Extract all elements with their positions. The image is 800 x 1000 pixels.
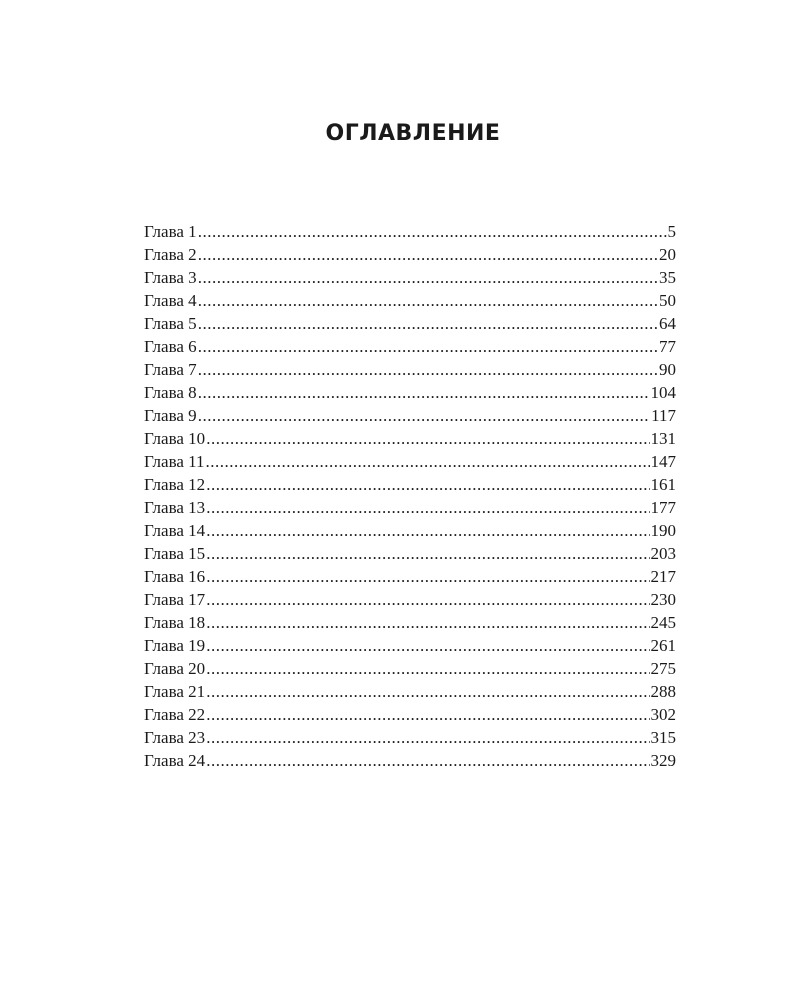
toc-entry xyxy=(144,291,676,314)
toc-entry xyxy=(144,452,676,475)
toc-page-number: 288 xyxy=(650,682,676,701)
toc-entry xyxy=(144,222,676,245)
toc-chapter-label: Глава 17 xyxy=(144,590,206,609)
toc-page-number: 50 xyxy=(659,291,676,310)
dot-leader xyxy=(198,383,650,403)
toc-chapter-label: Глава 12 xyxy=(144,475,206,494)
toc-entry xyxy=(144,360,676,383)
toc-entry xyxy=(144,245,676,268)
toc-page-number: 230 xyxy=(650,590,676,609)
toc-page-number: 261 xyxy=(650,636,676,655)
toc-page-number: 131 xyxy=(650,429,676,448)
toc-page-number: 217 xyxy=(650,567,676,586)
table-of-contents xyxy=(144,222,676,774)
toc-page-number: 275 xyxy=(650,659,676,678)
toc-entry xyxy=(144,682,676,705)
toc-chapter-label: Глава 24 xyxy=(144,751,206,770)
toc-entry xyxy=(144,475,676,498)
toc-chapter-label: Глава 16 xyxy=(144,567,206,586)
dot-leader xyxy=(206,498,649,518)
toc-page-number: 90 xyxy=(659,360,676,379)
toc-entry xyxy=(144,590,676,613)
toc-page-number: 161 xyxy=(650,475,676,494)
dot-leader xyxy=(198,406,650,426)
toc-chapter-label: Глава 3 xyxy=(144,268,197,287)
dot-leader xyxy=(206,636,649,656)
dot-leader xyxy=(198,314,658,334)
dot-leader xyxy=(198,337,658,357)
dot-leader xyxy=(206,429,649,449)
toc-chapter-label: Глава 20 xyxy=(144,659,206,678)
dot-leader xyxy=(206,705,649,725)
toc-entry xyxy=(144,728,676,751)
toc-entry xyxy=(144,498,676,521)
toc-page-number: 177 xyxy=(650,498,676,517)
dot-leader xyxy=(206,613,649,633)
toc-page-number: 5 xyxy=(667,222,676,241)
toc-chapter-label: Глава 14 xyxy=(144,521,206,540)
toc-chapter-label: Глава 6 xyxy=(144,337,197,356)
toc-page-number: 104 xyxy=(650,383,676,402)
toc-entry xyxy=(144,406,676,429)
toc-chapter-label: Глава 15 xyxy=(144,544,206,563)
toc-entry xyxy=(144,544,676,567)
toc-chapter-label: Глава 11 xyxy=(144,452,205,471)
toc-entry xyxy=(144,268,676,291)
toc-page-number: 20 xyxy=(659,245,676,264)
dot-leader xyxy=(198,245,658,265)
toc-page-number: 315 xyxy=(650,728,676,747)
dot-leader xyxy=(206,521,649,541)
toc-chapter-label: Глава 18 xyxy=(144,613,206,632)
toc-page-number: 147 xyxy=(650,452,676,471)
dot-leader xyxy=(206,590,649,610)
toc-entry xyxy=(144,429,676,452)
toc-page-number: 35 xyxy=(659,268,676,287)
dot-leader xyxy=(206,452,650,472)
toc-chapter-label: Глава 19 xyxy=(144,636,206,655)
toc-entry xyxy=(144,337,676,360)
toc-entry xyxy=(144,567,676,590)
toc-chapter-label: Глава 13 xyxy=(144,498,206,517)
toc-page-number: 329 xyxy=(650,751,676,770)
dot-leader xyxy=(198,291,658,311)
toc-entry xyxy=(144,383,676,406)
toc-chapter-label: Глава 5 xyxy=(144,314,197,333)
dot-leader xyxy=(206,751,649,771)
toc-chapter-label: Глава 21 xyxy=(144,682,206,701)
toc-entry xyxy=(144,314,676,337)
toc-page-number: 203 xyxy=(650,544,676,563)
toc-chapter-label: Глава 4 xyxy=(144,291,197,310)
toc-page-number: 190 xyxy=(650,521,676,540)
toc-entry xyxy=(144,705,676,728)
toc-chapter-label: Глава 23 xyxy=(144,728,206,747)
dot-leader xyxy=(198,360,658,380)
toc-entry xyxy=(144,613,676,636)
toc-page-number: 302 xyxy=(650,705,676,724)
dot-leader xyxy=(206,544,649,564)
toc-page-number: 77 xyxy=(659,337,676,356)
toc-chapter-label: Глава 1 xyxy=(144,222,197,241)
toc-page-number: 64 xyxy=(659,314,676,333)
dot-leader xyxy=(206,728,649,748)
page-title: ОГЛАВЛЕНИЕ xyxy=(325,121,501,146)
dot-leader xyxy=(206,659,649,679)
dot-leader xyxy=(198,268,658,288)
dot-leader xyxy=(198,222,667,242)
toc-entry xyxy=(144,521,676,544)
toc-entry xyxy=(144,636,676,659)
toc-entry xyxy=(144,659,676,682)
toc-chapter-label: Глава 22 xyxy=(144,705,206,724)
dot-leader xyxy=(206,682,649,702)
dot-leader xyxy=(206,475,649,495)
toc-chapter-label: Глава 2 xyxy=(144,245,197,264)
toc-chapter-label: Глава 8 xyxy=(144,383,197,402)
toc-chapter-label: Глава 9 xyxy=(144,406,197,425)
toc-chapter-label: Глава 10 xyxy=(144,429,206,448)
toc-page-number: 117 xyxy=(651,406,676,425)
toc-chapter-label: Глава 7 xyxy=(144,360,197,379)
toc-entry xyxy=(144,751,676,774)
toc-page-number: 245 xyxy=(650,613,676,632)
dot-leader xyxy=(206,567,649,587)
